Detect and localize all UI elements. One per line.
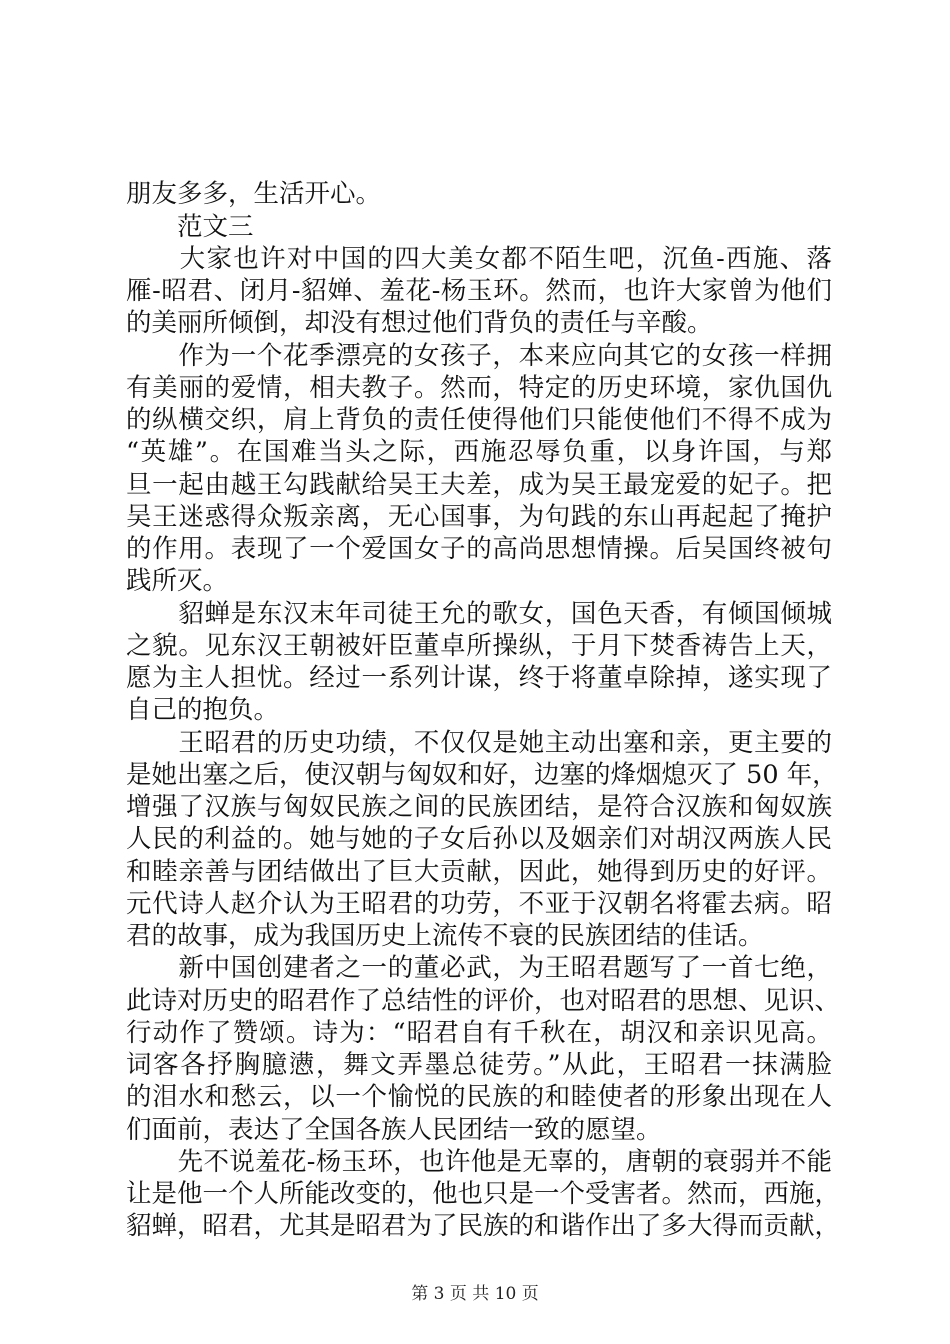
text-line: 朋友多多，生活开心。 [126, 179, 382, 209]
page-number-footer: 第 3 页 共 10 页 [411, 1284, 539, 1304]
text-line: 新中国创建者之一的董必武，为王昭君题写了一首七绝， [126, 953, 832, 983]
text-line: 词客各抒胸臆懑，舞文弄墨总徒劳。”从此，王昭君一抹满脸 [126, 1050, 832, 1080]
text-line: 愿为主人担忧。经过一系列计谋，终于将董卓除掉，遂实现了 [126, 663, 832, 693]
text-line: 雁-昭君、闭月-貂婵、羞花-杨玉环。然而，也许大家曾为他们 [126, 276, 832, 306]
text-line: 元代诗人赵介认为王昭君的功劳，不亚于汉朝名将霍去病。昭 [126, 889, 832, 919]
text-line: 大家也许对中国的四大美女都不陌生吧，沉鱼-西施、落 [126, 244, 832, 274]
text-line: 人民的利益的。她与她的子女后孙以及姻亲们对胡汉两族人民 [126, 824, 832, 854]
text-line: 的美丽所倾倒，却没有想过他们背负的责任与辛酸。 [126, 308, 713, 338]
section-heading: 范文三 [126, 212, 254, 242]
text-line: 先不说羞花-杨玉环，也许他是无辜的，唐朝的衰弱并不能 [126, 1147, 832, 1177]
text-line: 貂蝉是东汉末年司徒王允的歌女，国色天香，有倾国倾城 [126, 599, 832, 629]
text-line: 王昭君的历史功绩，不仅仅是她主动出塞和亲，更主要的 [126, 728, 832, 758]
text-line: 的纵横交织，肩上背负的责任使得他们只能使他们不得不成为 [126, 405, 832, 435]
text-line: 让是他一个人所能改变的，他也只是一个受害者。然而，西施， [126, 1179, 841, 1209]
text-line: 增强了汉族与匈奴民族之间的民族团结，是符合汉族和匈奴族 [126, 792, 832, 822]
text-line: 君的故事，成为我国历史上流传不衰的民族团结的佳话。 [126, 921, 764, 951]
text-line: 之貌。见东汉王朝被奸臣董卓所操纵，于月下焚香祷告上天， [126, 631, 832, 661]
text-line: 的泪水和愁云，以一个愉悦的民族的和睦使者的形象出现在人 [126, 1082, 832, 1112]
text-line: 吴王迷惑得众叛亲离，无心国事，为句践的东山再起起了掩护 [126, 502, 832, 532]
text-line: 此诗对历史的昭君作了总结性的评价，也对昭君的思想、见识、 [126, 986, 841, 1016]
text-line: 旦一起由越王勾践献给吴王夫差，成为吴王最宠爱的妃子。把 [126, 470, 832, 500]
text-line: 自己的抱负。 [126, 695, 280, 725]
text-line: 有美丽的爱情，相夫教子。然而，特定的历史环境，家仇国仇 [126, 373, 832, 403]
text-line: 貂蝉，昭君，尤其是昭君为了民族的和谐作出了多大得而贡献， [126, 1211, 841, 1241]
text-line: 的作用。表现了一个爱国女子的高尚思想情操。后吴国终被句 [126, 534, 832, 564]
text-line: “英雄”。在国难当头之际，西施忍辱负重，以身许国，与郑 [126, 437, 832, 467]
text-line: 们面前，表达了全国各族人民团结一致的愿望。 [126, 1115, 662, 1145]
text-line: 作为一个花季漂亮的女孩子，本来应向其它的女孩一样拥 [126, 341, 832, 371]
text-line: 和睦亲善与团结做出了巨大贡献，因此，她得到历史的好评。 [126, 857, 832, 887]
text-line: 行动作了赞颂。诗为：“昭君自有千秋在，胡汉和亲识见高。 [126, 1018, 832, 1048]
text-line: 践所灭。 [126, 566, 229, 596]
text-line: 是她出塞之后，使汉朝与匈奴和好，边塞的烽烟熄灭了 50 年， [126, 760, 838, 790]
